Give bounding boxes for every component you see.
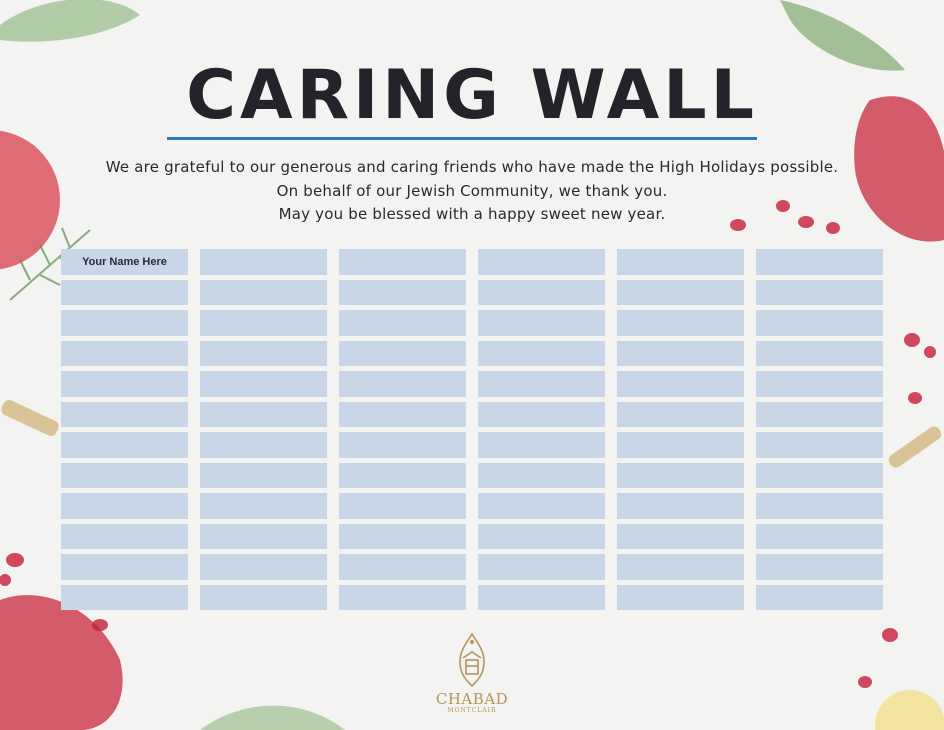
name-plate	[617, 493, 744, 519]
name-plate	[617, 341, 744, 367]
name-plate	[478, 371, 605, 397]
page-title: CARING WALL	[186, 56, 758, 135]
name-plate	[200, 341, 327, 367]
name-plate	[617, 249, 744, 275]
name-plate	[756, 524, 883, 550]
lemon-bottom-right	[875, 690, 944, 730]
name-plate	[200, 371, 327, 397]
name-plate	[200, 432, 327, 458]
caring-wall-grid	[61, 249, 883, 612]
name-plate	[478, 341, 605, 367]
message-line-2: On behalf of our Jewish Community, we thank you.	[276, 181, 668, 200]
name-plate	[478, 524, 605, 550]
name-plate	[756, 493, 883, 519]
name-plate	[617, 554, 744, 580]
name-plate	[478, 402, 605, 428]
name-plate	[200, 249, 327, 275]
name-plate	[339, 463, 466, 489]
name-plate	[61, 585, 188, 611]
name-plate	[61, 524, 188, 550]
message-line-3: May you be blessed with a happy sweet new year.	[278, 205, 666, 223]
logo-name: CHABAD	[435, 690, 509, 708]
name-plate	[339, 402, 466, 428]
name-plate	[339, 585, 466, 611]
name-plate	[61, 371, 188, 397]
name-plate	[339, 249, 466, 275]
name-plate	[61, 463, 188, 489]
name-plate	[61, 310, 188, 336]
name-plate	[617, 280, 744, 306]
name-plate	[617, 463, 744, 489]
name-plate	[756, 554, 883, 580]
name-plate	[756, 402, 883, 428]
name-plate	[61, 341, 188, 367]
honey-dipper-left	[0, 398, 61, 438]
name-plate	[617, 585, 744, 611]
name-plate	[617, 402, 744, 428]
name-plate	[200, 402, 327, 428]
name-plate	[61, 432, 188, 458]
name-plate	[478, 493, 605, 519]
name-plate	[478, 432, 605, 458]
name-plate	[756, 341, 883, 367]
name-plate	[61, 493, 188, 519]
name-plate	[339, 432, 466, 458]
name-plate	[478, 585, 605, 611]
name-plate	[200, 524, 327, 550]
name-plate	[756, 310, 883, 336]
name-plate	[339, 554, 466, 580]
name-plate	[617, 524, 744, 550]
name-plate	[617, 432, 744, 458]
name-plate	[617, 310, 744, 336]
name-plate	[200, 280, 327, 306]
leaf-bottom	[200, 706, 345, 730]
name-plate	[756, 432, 883, 458]
name-plate	[61, 280, 188, 306]
logo-subtitle: MONTCLAIR	[447, 707, 497, 714]
name-plate	[339, 493, 466, 519]
name-plate	[756, 463, 883, 489]
thank-you-message	[0, 156, 944, 227]
honey-dipper-right	[886, 424, 943, 470]
name-plate	[339, 371, 466, 397]
name-plate	[61, 554, 188, 580]
name-plate	[617, 371, 744, 397]
name-plate	[339, 341, 466, 367]
name-plate	[200, 585, 327, 611]
name-plate	[756, 249, 883, 275]
name-plate: Your Name Here	[61, 249, 188, 275]
name-plate	[200, 493, 327, 519]
name-plate	[478, 310, 605, 336]
name-plate	[200, 554, 327, 580]
name-plate	[339, 524, 466, 550]
name-plate	[339, 310, 466, 336]
name-plate	[756, 585, 883, 611]
name-plate	[200, 310, 327, 336]
pomegranate-bottom-left	[0, 595, 123, 730]
name-plate	[478, 554, 605, 580]
name-plate	[478, 280, 605, 306]
message-line-1: We are grateful to our generous and caring friends who have made the High Holidays possible.	[105, 158, 839, 176]
name-plate	[756, 280, 883, 306]
name-plate	[478, 463, 605, 489]
name-plate	[478, 249, 605, 275]
title-underline	[167, 137, 757, 140]
leaf-top-left	[0, 0, 140, 42]
name-plate	[200, 463, 327, 489]
name-plate	[339, 280, 466, 306]
name-plate	[756, 371, 883, 397]
name-plate	[61, 402, 188, 428]
